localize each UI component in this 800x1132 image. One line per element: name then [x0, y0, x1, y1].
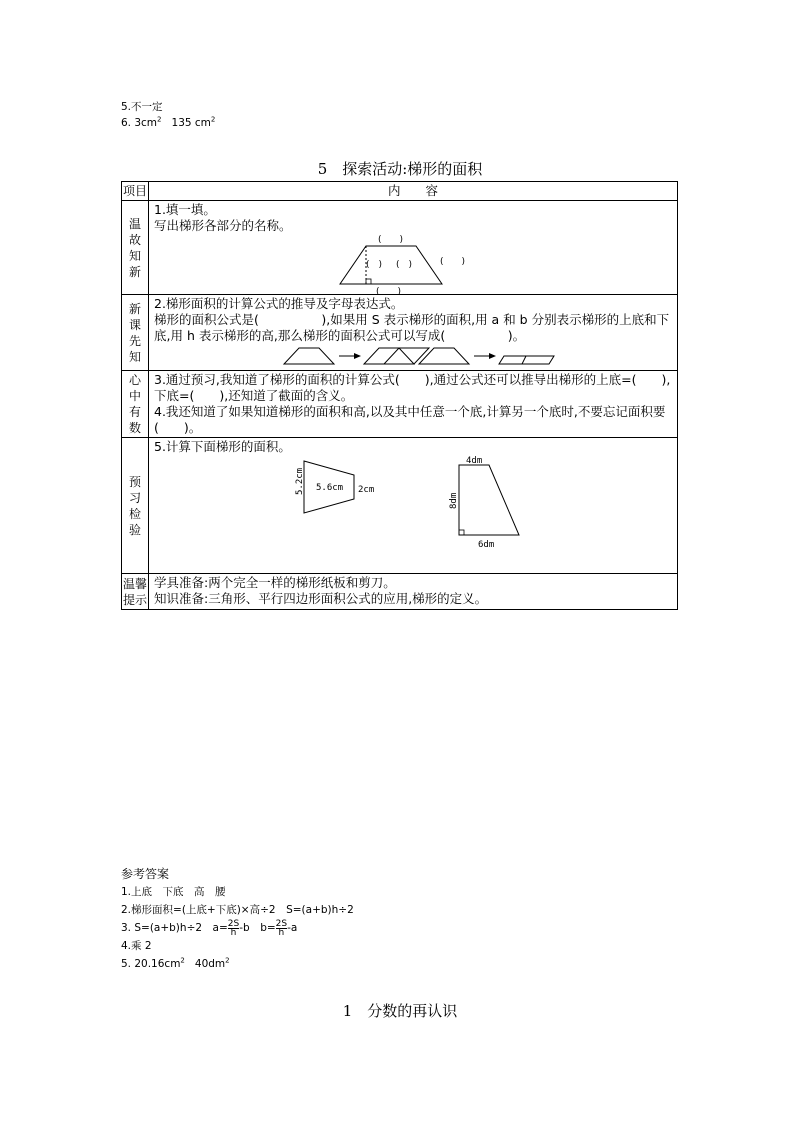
row4-line1: 5.计算下面梯形的面积。	[154, 439, 291, 454]
answers-title: 参考答案	[121, 867, 170, 881]
answers-list	[121, 883, 354, 973]
row1-line2: 写出梯形各部分的名称。	[154, 218, 292, 233]
answer-3: 3. S=(a+b)h÷2 a= $\frac{2S}{h}$ -b b= $\frac{2S}{h}$ -a	[121, 918, 298, 938]
answer-4: 4.乘 2	[121, 940, 152, 952]
fig2-left-label: 8dm	[449, 492, 459, 509]
answer-1: 1.上底 下底 高 腰	[121, 886, 226, 898]
next-section-title: 1 分数的再认识	[342, 1002, 458, 1020]
trapezoid-diagram	[154, 234, 654, 294]
row3-line2: 4.我还知道了如果知道梯形的面积和高,以及其中任意一个底,计算另一个底时,不要忘记面积要( )。	[154, 404, 666, 435]
svg-text:( ): ( )	[378, 235, 404, 245]
fig1-mid-label: 5.6cm	[316, 483, 344, 493]
fig2-top-label: 4dm	[466, 456, 483, 466]
row2-content	[149, 295, 678, 371]
row3-line1: 3.通过预习,我知道了梯形的面积的计算公式( ),通过公式还可以推导出梯形的上底=( ),下底=( ),还知道了截面的含义。	[154, 372, 671, 403]
exercise-trapezoids	[154, 455, 654, 567]
answer-5: 5. $20.16cm^2$ $40dm^2$	[121, 956, 230, 970]
row5-line1: 学具准备:两个完全一样的梯形纸板和剪刀。	[154, 575, 396, 590]
header-item: 项目	[122, 182, 149, 201]
fig1-right-label: 2cm	[358, 485, 375, 495]
row1-line1: 1.填一填。	[154, 202, 216, 217]
answer-line-6: 6. $3cm^2$ 135 $cm^2$	[121, 115, 216, 129]
answer-line-5: 5.不一定	[121, 101, 163, 113]
row5-line2: 知识准备:三角形、平行四边形面积公式的应用,梯形的定义。	[154, 591, 488, 606]
row2-line2: 梯形的面积公式是( ),如果用 S 表示梯形的面积,用 a 和 b 分别表示梯形的上底和下底,用 h 表示梯形的高,那么梯形的面积公式可以写成( )。	[154, 312, 670, 343]
area-exercise-figures	[154, 455, 672, 567]
row4-content	[149, 438, 678, 574]
trapezoid-parts-figure	[154, 234, 672, 292]
row1-label: 温 故 知 新	[122, 201, 149, 295]
row2-line1: 2.梯形面积的计算公式的推导及字母表达式。	[154, 296, 404, 311]
svg-text:( ): ( )	[376, 287, 402, 294]
section-title: 5 探索活动:梯形的面积	[317, 160, 483, 178]
derivation-figure	[154, 344, 672, 366]
trapezoid-derivation-diagram	[154, 344, 654, 366]
fig1-left-label: 5.2cm	[295, 467, 305, 495]
svg-text:( ): ( )	[440, 257, 466, 267]
svg-text:( ): ( )	[396, 260, 413, 270]
row5-content	[149, 574, 678, 610]
row2-label: 新 课 先 知	[122, 295, 149, 371]
row4-label: 预 习 检 验	[122, 438, 149, 574]
svg-text:( ): ( )	[366, 260, 383, 270]
row5-label: 温馨 提示	[122, 574, 149, 610]
fig2-bottom-label: 6dm	[478, 540, 495, 550]
row3-content	[149, 371, 678, 438]
row3-label: 心 中 有 数	[122, 371, 149, 438]
answer-2: 2.梯形面积=(上底+下底)×高÷2 S=(a+b)h÷2	[121, 904, 354, 916]
header-content: 内 容	[149, 182, 678, 201]
row1-content	[149, 201, 678, 295]
preview-table	[121, 181, 678, 610]
